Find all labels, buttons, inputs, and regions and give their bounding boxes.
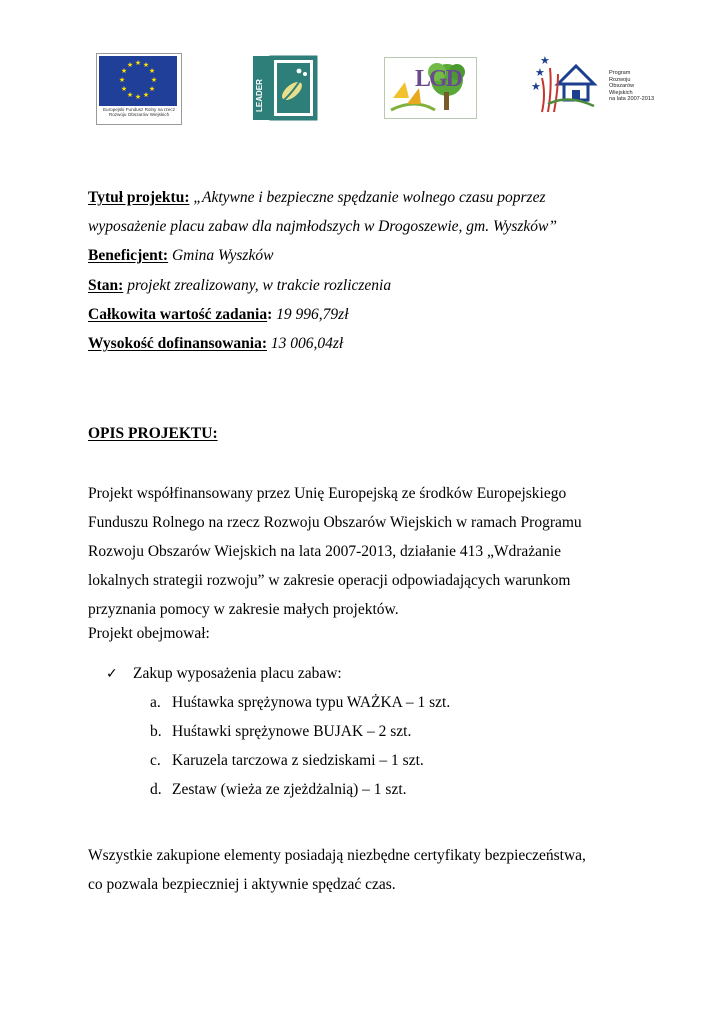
project-title-line-2 [88,217,557,237]
list-item [150,723,411,741]
list-item [150,694,450,712]
project-title-value-2: wyposażenie placu zabaw dla najmłodszych w Drogoszewie, gm. Wyszków” [88,218,558,235]
total-value-colon: : [267,306,273,323]
prow-logo [528,54,655,116]
project-title-value: „Aktywne i bezpieczne spędzanie wolnego czasu poprzez [189,189,546,206]
svg-text:★: ★ [142,91,150,99]
description-line: przyznania pomocy w zakresie małych projektów. [88,601,399,618]
beneficiary-label: Beneficjent: [88,247,169,264]
svg-text:★: ★ [118,76,126,84]
description-line: Rozwoju Obszarów Wiejskich na lata 2007-2013, działanie 413 „Wdrażanie [88,543,561,560]
lgd-logo [384,57,477,119]
list-item [150,752,424,770]
included-intro: Projekt obejmował: [88,625,210,642]
list-item-marker: d. [150,781,162,798]
svg-text:★: ★ [142,61,150,69]
checkmark-icon: ✓ [106,666,118,682]
status-line [88,276,391,296]
closing-line: co pozwala bezpieczniej i aktywnie spędzać czas. [88,876,396,893]
leader-logo [251,54,319,122]
svg-text:★: ★ [531,80,541,93]
funding-line [88,334,343,354]
description-line: Funduszu Rolnego na rzecz Rozwoju Obszarów Wiejskich w ramach Programu [88,514,582,531]
description-paragraph [88,479,648,624]
svg-text:★: ★ [134,93,142,101]
checklist-item [106,665,342,683]
project-title-label: Tytuł projektu: [88,189,190,206]
funding-amount: 13 006,04zł [267,335,344,352]
checklist-item-text: Zakup wyposażenia placu zabaw: [133,665,342,682]
closing-paragraph [88,841,668,899]
list-item-text: Huśtawki sprężynowe BUJAK – 2 szt. [172,723,412,740]
list-item-marker: a. [150,694,161,711]
list-item-text: Karuzela tarczowa z siedziskami – 1 szt. [172,752,424,769]
total-value-line [88,305,349,325]
status-value: projekt zrealizowany, w trakcie rozliczenia [123,277,392,294]
eu-flag-logo [96,53,182,125]
description-heading: OPIS PROJEKTU: [88,425,218,442]
leader-label [255,98,264,112]
svg-text:★: ★ [150,76,158,84]
svg-text:★: ★ [126,61,134,69]
beneficiary-value: Gmina Wyszków [168,247,274,264]
description-line: lokalnych strategii rozwoju” w zakresie operacji odpowiadających warunkom [88,572,571,589]
list-item-text: Huśtawka sprężynowa typu WAŻKA – 1 szt. [172,694,451,711]
list-item [150,781,407,799]
svg-text:★: ★ [120,85,128,93]
prow-logo-text: Program Rozwoju Obszarów Wiejskich na lata 2007-2013 [609,70,655,103]
total-value-label: Całkowita wartość zadania [88,306,268,323]
svg-text:★: ★ [540,54,550,67]
list-item-text: Zestaw (wieża ze zjeżdżalnią) – 1 szt. [172,781,407,798]
lgd-label: LGD [415,66,462,92]
svg-text:★: ★ [134,59,142,67]
svg-text:★: ★ [126,91,134,99]
project-title-line [88,188,546,208]
eu-logo-caption: Europejski Fundusz Rolny na rzecz Rozwoju Obszarów Wiejskich [102,107,175,118]
beneficiary-line [88,246,273,266]
svg-text:★: ★ [148,85,156,93]
svg-text:★: ★ [148,67,156,75]
eu-flag-icon [99,56,177,106]
list-item-marker: b. [150,723,162,740]
total-value-amount: 19 996,79zł [272,306,349,323]
funding-label: Wysokość dofinansowania: [88,335,268,352]
svg-text:★: ★ [535,66,545,79]
status-label: Stan: [88,277,124,294]
list-item-marker: c. [150,752,161,769]
svg-text:★: ★ [120,67,128,75]
description-line: Projekt współfinansowany przez Unię Europejską ze środków Europejskiego [88,485,567,502]
closing-line: Wszystkie zakupione elementy posiadają niezbędne certyfikaty bezpieczeństwa, [88,847,586,864]
